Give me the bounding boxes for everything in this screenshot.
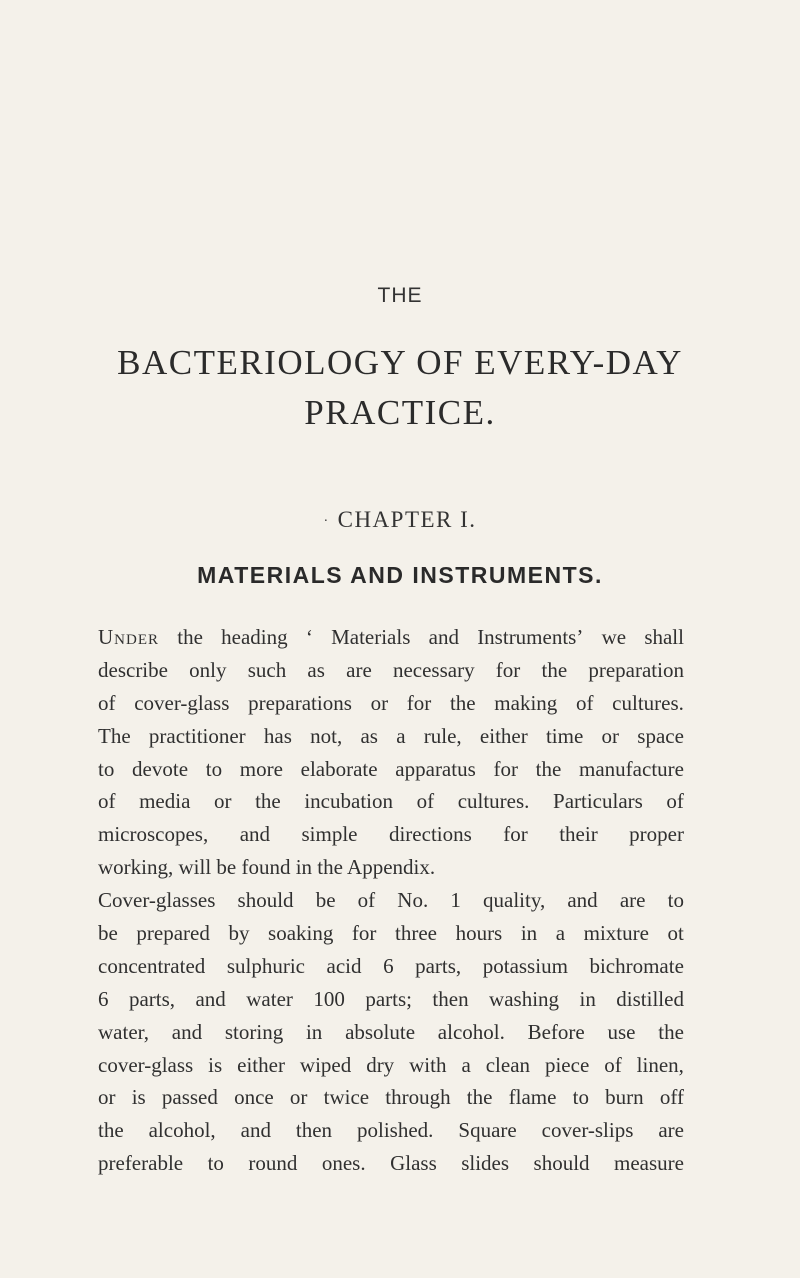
word: cultures. <box>457 789 530 814</box>
word: or <box>214 789 232 814</box>
word: the <box>177 625 203 649</box>
word: Square <box>458 1118 517 1143</box>
word: is <box>131 1085 146 1110</box>
word: to <box>205 756 223 781</box>
word: prepared <box>136 921 210 946</box>
word: cover-slips <box>541 1118 634 1143</box>
word: cultures. <box>612 690 684 715</box>
word: Particulars <box>553 789 643 814</box>
word: three <box>395 921 437 946</box>
word: the <box>466 1085 493 1110</box>
word: parts, <box>128 986 176 1011</box>
drop-word: Under <box>98 625 159 649</box>
word: linen, <box>636 1052 684 1077</box>
word: devote <box>132 756 189 781</box>
word: hours <box>455 921 503 946</box>
text-line <box>98 1081 684 1114</box>
word: a <box>396 723 406 748</box>
word: their <box>559 822 598 847</box>
word: a <box>461 1052 471 1077</box>
word: preparations <box>248 690 352 715</box>
word: measure <box>614 1151 684 1176</box>
word: by <box>228 921 250 946</box>
word: Cover-glasses <box>98 888 216 913</box>
word: Materials <box>331 625 411 649</box>
title-line-2: PRACTICE. <box>304 393 496 432</box>
word: off <box>659 1085 684 1110</box>
word: to <box>207 1151 224 1176</box>
word: for <box>351 921 377 946</box>
word: simple <box>301 822 358 847</box>
word: ‘ <box>305 625 313 649</box>
word: more <box>239 756 283 781</box>
word: mixture <box>583 921 649 946</box>
word: for <box>495 657 521 682</box>
word: once <box>234 1085 274 1110</box>
word: be <box>98 921 118 946</box>
word: water, <box>98 1019 150 1044</box>
word: burn <box>605 1085 644 1110</box>
word: storing <box>224 1019 284 1044</box>
word: ot <box>667 921 684 946</box>
word: a <box>555 921 566 946</box>
word: as <box>307 657 325 682</box>
word: sulphuric <box>226 953 305 978</box>
word: absolute <box>345 1019 416 1044</box>
word: piece <box>544 1052 590 1077</box>
text-line <box>98 983 684 1016</box>
word: as <box>360 723 378 748</box>
word: The <box>98 723 131 748</box>
line-text: working, will be found in the Appendix. <box>98 855 436 880</box>
word: 100 <box>313 986 345 1011</box>
word: dry <box>366 1052 395 1077</box>
book-title <box>0 338 800 438</box>
word: Before <box>527 1019 585 1044</box>
word: the <box>541 657 568 682</box>
word: to <box>572 1085 589 1110</box>
word: we <box>601 625 627 649</box>
word: of <box>98 789 116 814</box>
word: are <box>346 657 372 682</box>
word: and <box>195 986 226 1011</box>
word: flame <box>508 1085 557 1110</box>
word: of <box>575 690 594 715</box>
word: and <box>239 822 271 847</box>
word: rule, <box>423 723 462 748</box>
word: preferable <box>98 1151 184 1176</box>
word: the <box>98 1118 124 1143</box>
word: elaborate <box>300 756 378 781</box>
word: time <box>545 723 584 748</box>
word: manufacture <box>579 756 684 781</box>
word: of <box>416 789 435 814</box>
word: the <box>255 789 281 814</box>
word: then <box>432 986 469 1011</box>
word: to <box>667 888 684 913</box>
word: the <box>535 756 562 781</box>
word: washing <box>489 986 560 1011</box>
text-line <box>98 917 684 950</box>
word: or <box>601 723 620 748</box>
word: making <box>494 690 558 715</box>
text-line <box>98 785 684 818</box>
word: or <box>370 690 389 715</box>
word: or <box>98 1085 116 1110</box>
word: should <box>533 1151 590 1176</box>
word: passed <box>161 1085 218 1110</box>
section-title: MATERIALS AND INSTRUMENTS. <box>197 562 603 588</box>
word: and <box>240 1118 271 1143</box>
word: of <box>604 1052 622 1077</box>
word: No. <box>397 888 429 913</box>
word: has <box>263 723 292 748</box>
word: in <box>305 1019 323 1044</box>
title-line-1: BACTERIOLOGY OF EVERY-DAY <box>117 343 683 382</box>
word: necessary <box>392 657 475 682</box>
word: 6 <box>383 953 394 978</box>
word: water <box>246 986 293 1011</box>
word: media <box>139 789 191 814</box>
text-line <box>98 753 684 786</box>
text-line <box>98 687 684 720</box>
text-line <box>98 1114 684 1147</box>
word: polished. <box>357 1118 434 1143</box>
word: space <box>637 723 684 748</box>
word: alcohol, <box>148 1118 216 1143</box>
word: Glass <box>390 1151 437 1176</box>
text-line <box>98 654 684 687</box>
word: acid <box>326 953 362 978</box>
word: soaking <box>268 921 334 946</box>
word: 1 <box>450 888 461 913</box>
word: ones. <box>321 1151 366 1176</box>
text-line <box>98 1016 684 1049</box>
body-text <box>98 621 684 1180</box>
word: describe <box>98 657 168 682</box>
word: incubation <box>304 789 393 814</box>
word: only <box>189 657 227 682</box>
word: or <box>289 1085 308 1110</box>
word: either <box>237 1052 285 1077</box>
word: the <box>449 690 476 715</box>
word: are <box>658 1118 684 1143</box>
word: and <box>428 625 459 649</box>
word: directions <box>388 822 472 847</box>
word: in <box>520 921 538 946</box>
word: 6 <box>98 986 109 1011</box>
word: parts, <box>415 953 462 978</box>
text-line <box>98 1147 684 1180</box>
word: be <box>315 888 336 913</box>
word: for <box>493 756 518 781</box>
word: the <box>658 1019 684 1044</box>
word: apparatus <box>395 756 476 781</box>
word: through <box>385 1085 451 1110</box>
word: and <box>171 1019 203 1044</box>
word: quality, <box>483 888 546 913</box>
word: clean <box>485 1052 531 1077</box>
word: practitioner <box>148 723 246 748</box>
word: bichromate <box>589 953 684 978</box>
text-line <box>98 720 684 753</box>
word: of <box>357 888 376 913</box>
word: parts; <box>365 986 412 1011</box>
word: are <box>619 888 646 913</box>
word: is <box>208 1052 223 1077</box>
word: with <box>409 1052 447 1077</box>
word: proper <box>629 822 684 847</box>
word: shall <box>644 625 684 649</box>
word: cover-glass <box>98 1052 194 1077</box>
word: twice <box>323 1085 370 1110</box>
word: then <box>295 1118 333 1143</box>
word: potassium <box>482 953 568 978</box>
word: Instruments’ <box>477 625 584 649</box>
word: slides <box>461 1151 510 1176</box>
text-line <box>98 621 684 654</box>
chapter-heading <box>0 507 800 533</box>
word: of <box>98 690 116 715</box>
word: distilled <box>616 986 684 1011</box>
word: in <box>579 986 596 1011</box>
word: alcohol. <box>437 1019 505 1044</box>
word: to <box>98 756 115 781</box>
word: wiped <box>299 1052 352 1077</box>
word: not, <box>310 723 343 748</box>
word: and <box>567 888 598 913</box>
word: concentrated <box>98 953 206 978</box>
word: either <box>479 723 528 748</box>
chapter-bullet: · <box>323 513 330 529</box>
text-line <box>98 884 684 917</box>
text-line <box>98 851 684 884</box>
word: for <box>406 690 432 715</box>
pre-title: THE <box>377 284 423 307</box>
word: round <box>248 1151 298 1176</box>
text-line <box>98 950 684 983</box>
word: should <box>237 888 294 913</box>
word: of <box>666 789 684 814</box>
chapter-label: CHAPTER I. <box>337 507 477 532</box>
word: heading <box>221 625 288 649</box>
text-line <box>98 818 684 851</box>
word: such <box>247 657 287 682</box>
word: microscopes, <box>98 822 209 847</box>
word: for <box>503 822 528 847</box>
word: use <box>607 1019 636 1044</box>
text-line <box>98 1049 684 1082</box>
word: preparation <box>588 657 684 682</box>
word: cover-glass <box>134 690 230 715</box>
